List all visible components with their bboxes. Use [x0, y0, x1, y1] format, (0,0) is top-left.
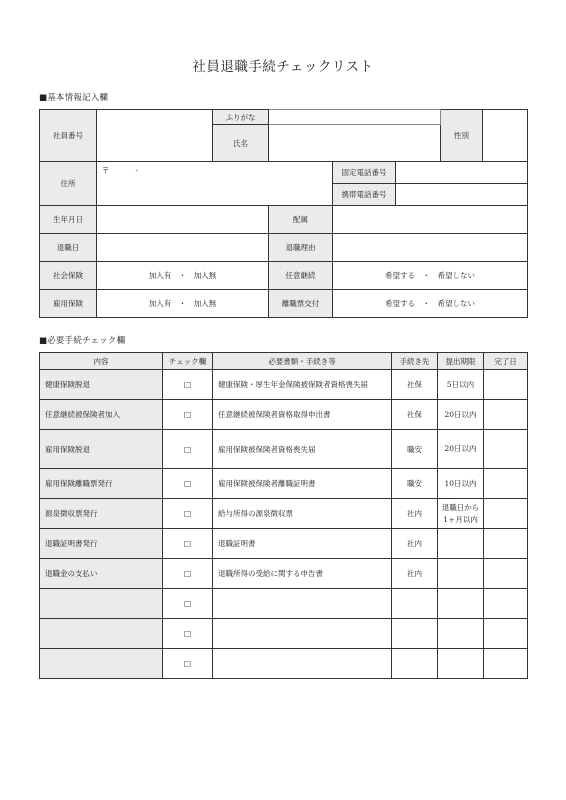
furigana-label: ふりがな [213, 110, 269, 125]
voluntary-continuation-label: 任意継続 [269, 262, 333, 290]
postal-separator: - [135, 166, 139, 175]
row-item [40, 649, 163, 679]
page-title: 社員退職手続チェックリスト [192, 59, 374, 75]
mobile-label: 携帯電話番号 [333, 184, 396, 206]
row-document [213, 649, 392, 679]
birth-label: 生年月日 [40, 206, 97, 234]
table-row [40, 469, 528, 499]
retire-reason-field[interactable] [333, 234, 528, 262]
mobile-field[interactable] [396, 184, 528, 206]
row-document: 給与所得の源泉徴収票 [213, 499, 392, 529]
row-document [213, 589, 392, 619]
row-deadline: 20日以内 [438, 430, 484, 469]
row-item: 雇用保険脱退 [40, 430, 163, 469]
employment-insurance-options[interactable]: 加入有 ・ 加入無 [97, 290, 269, 318]
table-row [40, 649, 528, 679]
row-completed-date[interactable] [484, 559, 528, 589]
department-label: 配属 [269, 206, 333, 234]
row-destination: 社保 [392, 370, 438, 400]
row-document: 退職所得の受給に関する申告書 [213, 559, 392, 589]
table-row [40, 529, 528, 559]
furigana-field[interactable] [269, 110, 441, 125]
separation-slip-options[interactable]: 希望する ・ 希望しない [333, 290, 528, 318]
row-document: 雇用保険被保険者資格喪失届 [213, 430, 392, 469]
table-row [40, 430, 528, 469]
row-item [40, 589, 163, 619]
table-row [40, 370, 528, 400]
row-completed-date[interactable] [484, 649, 528, 679]
row-destination [392, 649, 438, 679]
row-checkbox[interactable]: □ [163, 649, 213, 679]
row-item: 雇用保険離職票発行 [40, 469, 163, 499]
employment-insurance-label: 雇用保険 [40, 290, 97, 318]
row-item: 源泉徴収票発行 [40, 499, 163, 529]
row-document [213, 619, 392, 649]
row-destination [392, 619, 438, 649]
landline-field[interactable] [396, 162, 528, 184]
table-row [40, 499, 528, 529]
table-row [40, 619, 528, 649]
gender-label: 性別 [441, 110, 483, 162]
row-deadline: 10日以内 [438, 469, 484, 499]
row-deadline [438, 649, 484, 679]
row-destination: 社保 [392, 400, 438, 430]
retire-date-label: 退職日 [40, 234, 97, 262]
header-destination: 手続き先 [392, 353, 438, 370]
retire-reason-label: 退職理由 [269, 234, 333, 262]
row-item: 任意継続被保険者加入 [40, 400, 163, 430]
row-checkbox[interactable]: □ [163, 589, 213, 619]
row-checkbox[interactable]: □ [163, 469, 213, 499]
row-document: 健康保険・厚生年金保険被保険者資格喪失届 [213, 370, 392, 400]
row-checkbox[interactable]: □ [163, 559, 213, 589]
row-destination [392, 589, 438, 619]
address-field[interactable] [97, 162, 333, 206]
table-row [40, 400, 528, 430]
row-deadline [438, 589, 484, 619]
row-completed-date[interactable] [484, 370, 528, 400]
header-completed: 完了日 [484, 353, 528, 370]
row-document: 任意継続被保険者資格取得申出書 [213, 400, 392, 430]
row-checkbox[interactable]: □ [163, 400, 213, 430]
row-completed-date[interactable] [484, 619, 528, 649]
address-label: 住所 [40, 162, 97, 206]
header-deadline: 提出期限 [438, 353, 484, 370]
row-checkbox[interactable]: □ [163, 499, 213, 529]
header-document: 必要書類・手続き等 [213, 353, 392, 370]
header-item: 内容 [40, 353, 163, 370]
table-row [40, 559, 528, 589]
table-row [40, 589, 528, 619]
basic-info-table [39, 109, 528, 318]
row-destination: 社内 [392, 499, 438, 529]
row-deadline [438, 529, 484, 559]
department-field[interactable] [333, 206, 528, 234]
employee-no-label: 社員番号 [40, 110, 97, 162]
row-checkbox[interactable]: □ [163, 529, 213, 559]
row-destination: 職安 [392, 430, 438, 469]
row-document: 雇用保険被保険者離職証明書 [213, 469, 392, 499]
row-item: 退職証明書発行 [40, 529, 163, 559]
birth-field[interactable] [97, 206, 269, 234]
row-completed-date[interactable] [484, 589, 528, 619]
landline-label: 固定電話番号 [333, 162, 396, 184]
procedure-check-table [39, 352, 528, 679]
row-checkbox[interactable]: □ [163, 370, 213, 400]
row-completed-date[interactable] [484, 529, 528, 559]
header-check: チェック欄 [163, 353, 213, 370]
row-completed-date[interactable] [484, 400, 528, 430]
row-destination: 社内 [392, 529, 438, 559]
row-destination: 社内 [392, 559, 438, 589]
row-item: 健康保険脱退 [40, 370, 163, 400]
row-deadline [438, 619, 484, 649]
social-insurance-options[interactable]: 加入有 ・ 加入無 [97, 262, 269, 290]
separation-slip-label: 離職票交付 [269, 290, 333, 318]
social-insurance-label: 社会保険 [40, 262, 97, 290]
row-checkbox[interactable]: □ [163, 619, 213, 649]
row-document: 退職証明書 [213, 529, 392, 559]
check-section-heading: ■必要手続チェック欄 [39, 336, 126, 346]
row-deadline: 20日以内 [438, 400, 484, 430]
row-completed-date[interactable] [484, 499, 528, 529]
row-deadline: 5日以内 [438, 370, 484, 400]
postal-mark: 〒 [102, 166, 110, 175]
retire-date-field[interactable] [97, 234, 269, 262]
row-destination: 職安 [392, 469, 438, 499]
basic-section-heading: ■基本情報記入欄 [39, 93, 109, 103]
row-deadline: 退職日から 1ヶ月以内 [438, 499, 484, 529]
row-deadline [438, 559, 484, 589]
row-checkbox[interactable]: □ [163, 430, 213, 469]
gender-field[interactable] [483, 110, 528, 162]
row-item [40, 619, 163, 649]
row-item: 退職金の支払い [40, 559, 163, 589]
employee-no-field[interactable] [97, 110, 213, 162]
row-completed-date[interactable] [484, 430, 528, 469]
row-completed-date[interactable] [484, 469, 528, 499]
name-label: 氏名 [213, 125, 269, 162]
voluntary-continuation-options[interactable]: 希望する ・ 希望しない [333, 262, 528, 290]
name-field[interactable] [269, 125, 441, 162]
